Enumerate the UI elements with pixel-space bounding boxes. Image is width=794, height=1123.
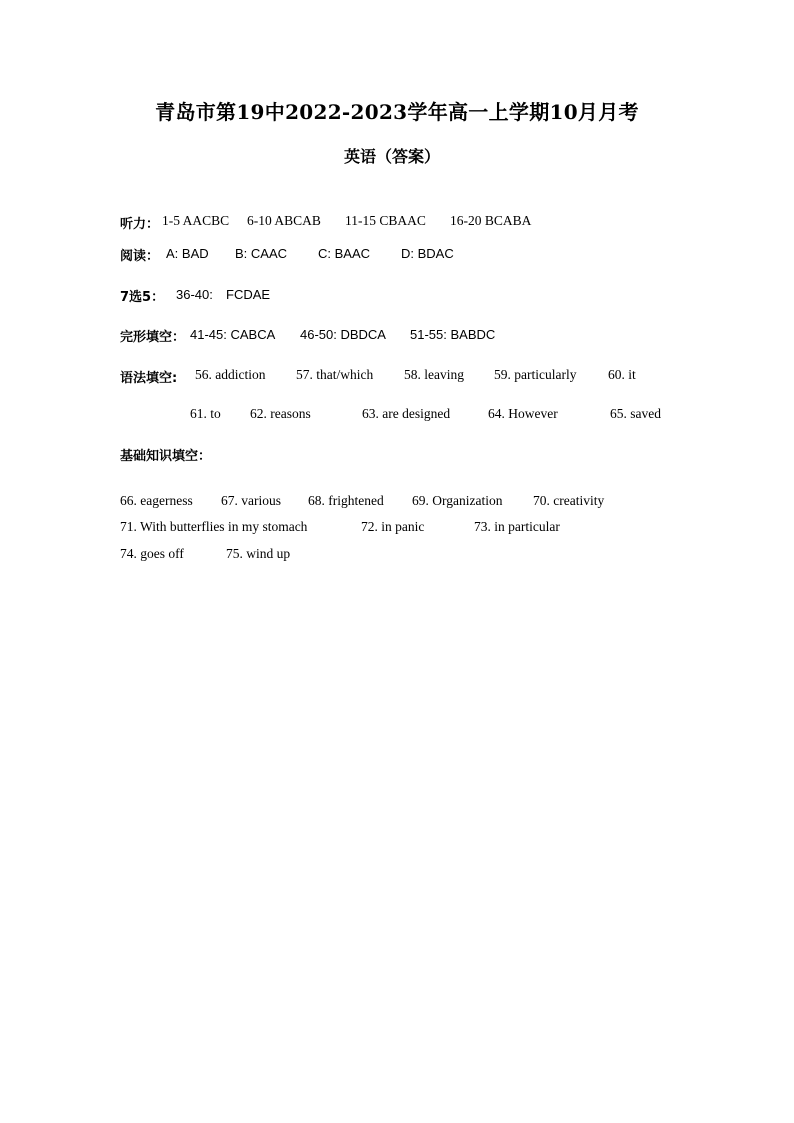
seven-five-answer: FCDAE	[226, 287, 271, 302]
seven-five-label: 7选5：	[120, 290, 165, 305]
cloze-line	[120, 326, 185, 345]
grammar-label: 语法填空:	[120, 371, 178, 386]
listening-label: 听力：	[120, 217, 160, 232]
page-subtitle: 英语（答案）	[343, 147, 440, 166]
reading-label: 阅读：	[120, 249, 160, 264]
basic-answer: 72. in panic	[361, 519, 425, 534]
basic-answer: 74. goes off	[120, 546, 184, 561]
reading-answer: B: CAAC	[235, 246, 288, 261]
listening-answer: 1-5 AACBC	[162, 213, 230, 228]
grammar-line	[120, 367, 177, 386]
grammar-answer: 59. particularly	[494, 367, 577, 382]
grammar-answer: 56. addiction	[195, 367, 266, 382]
grammar-answer: 64. However	[488, 406, 558, 421]
basic-answer: 69. Organization	[412, 493, 503, 508]
reading-answer: C: BAAC	[318, 246, 371, 261]
reading-line	[120, 245, 159, 264]
basic-answer: 70. creativity	[533, 493, 605, 508]
listening-answer: 16-20 BCABA	[450, 213, 532, 228]
listening-answer: 6-10 ABCAB	[247, 213, 321, 228]
basic-answer: 68. frightened	[308, 493, 384, 508]
basic-line	[120, 445, 211, 464]
grammar-answer: 57. that/which	[296, 367, 374, 382]
listening-line	[120, 213, 159, 232]
basic-answer: 75. wind up	[226, 546, 291, 561]
listening-answer: 11-15 CBAAC	[345, 213, 426, 228]
reading-answer: A: BAD	[166, 246, 209, 261]
basic-answer: 66. eagerness	[120, 493, 193, 508]
reading-answer: D: BDAC	[401, 246, 454, 261]
cloze-answer: 46-50: DBDCA	[300, 327, 386, 342]
grammar-answer: 60. it	[608, 367, 636, 382]
basic-answer: 67. various	[221, 493, 281, 508]
cloze-answer: 51-55: BABDC	[410, 327, 496, 342]
page-title: 青岛市第19中2022-2023学年高一上学期10月月考	[155, 100, 639, 124]
seven-five-line	[120, 286, 164, 305]
cloze-label: 完形填空：	[120, 330, 186, 345]
grammar-answer: 63. are designed	[362, 406, 451, 421]
grammar-answer: 58. leaving	[404, 367, 464, 382]
basic-answer: 71. With butterflies in my stomach	[120, 519, 308, 534]
basic-answer: 73. in particular	[474, 519, 560, 534]
seven-five-range: 36-40:	[176, 287, 213, 302]
grammar-answer: 65. saved	[610, 406, 661, 421]
basic-label: 基础知识填空：	[120, 449, 212, 464]
grammar-answer: 61. to	[190, 406, 221, 421]
grammar-answer: 62. reasons	[250, 406, 311, 421]
cloze-answer: 41-45: CABCA	[190, 327, 276, 342]
